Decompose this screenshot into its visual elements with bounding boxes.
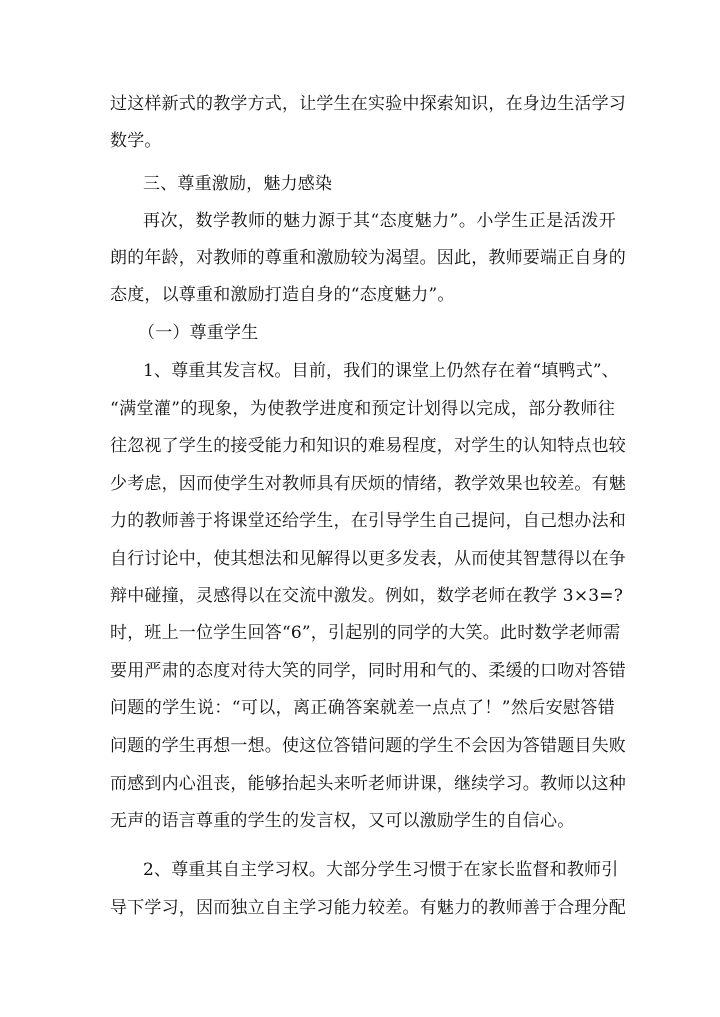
body-text-line: 1、尊重其发言权。目前，我们的课堂上仍然存在着“填鸭式”、	[143, 361, 619, 381]
body-text-line: 往忽视了学生的接受能力和知识的难易程度，对学生的认知特点也较	[110, 436, 626, 456]
body-text-line: 2、尊重其自主学习权。大部分学生习惯于在家长监督和教师引	[143, 860, 619, 880]
body-text-line: 无声的语言尊重的学生的发言权，又可以激励学生的自信心。	[110, 811, 575, 831]
section-heading: 三、尊重激励，魅力感染	[143, 174, 333, 194]
body-text-line: 问题的学生再想一想。使这位答错问题的学生不会因为答错题目失败	[110, 736, 626, 756]
body-text-line: 力的教师善于将课堂还给学生，在引导学生自己提问，自己想办法和	[110, 511, 626, 531]
subsection-heading: （一）尊重学生	[138, 323, 259, 343]
body-text-line: 态度，以尊重和激励打造自身的“态度魅力”。	[110, 285, 455, 305]
body-text-line: 过这样新式的教学方式，让学生在实验中探索知识，在身边生活学习	[110, 94, 626, 114]
body-text-line: 时，班上一位学生回答“6”，引起别的同学的大笑。此时数学老师需	[110, 623, 621, 643]
body-text-line: 要用严肃的态度对待大笑的同学，同时用和气的、柔缓的口吻对答错	[110, 661, 626, 681]
body-text-line: 朗的年龄，对教师的尊重和激励较为渴望。因此，教师要端正自身的	[110, 248, 626, 268]
body-text-line: 导下学习，因而独立自主学习能力较差。有魅力的教师善于合理分配	[110, 898, 626, 918]
body-text-line: 少考虑，因而使学生对教师具有厌烦的情绪，教学效果也较差。有魅	[110, 474, 626, 494]
body-text-line: 数学。	[110, 131, 162, 151]
body-text-line: 而感到内心沮丧，能够抬起头来听老师讲课，继续学习。教师以这种	[110, 774, 626, 794]
body-text-line: 问题的学生说：“可以，离正确答案就差一点点了！”然后安慰答错	[110, 698, 615, 718]
body-text-line: 自行讨论中，使其想法和见解得以更多发表，从而使其智慧得以在争	[110, 549, 626, 569]
body-text-line: 再次，数学教师的魅力源于其“态度魅力”。小学生正是活泼开	[143, 211, 616, 231]
body-text-line: “满堂灌”的现象，为使教学进度和预定计划得以完成，部分教师往	[110, 399, 615, 419]
body-text-line: 辩中碰撞，灵感得以在交流中激发。例如，数学老师在教学 3×3=?	[110, 586, 624, 606]
